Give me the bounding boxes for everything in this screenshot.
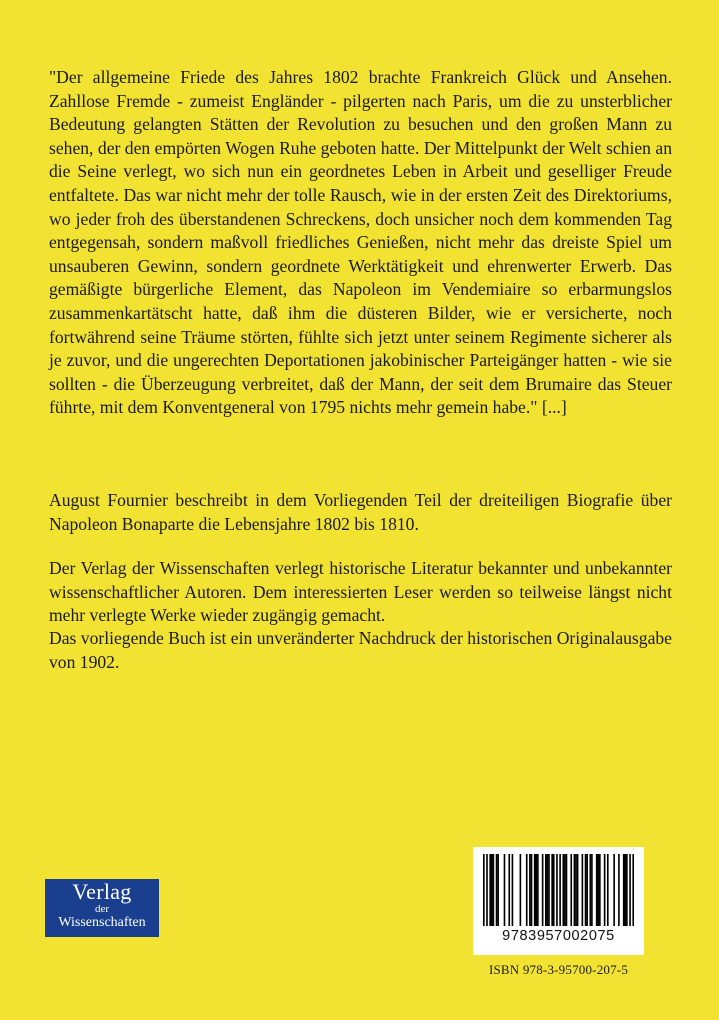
barcode-bar	[575, 854, 577, 926]
barcode	[473, 847, 644, 955]
barcode-bar	[512, 854, 514, 926]
barcode-bar	[493, 854, 495, 926]
barcode-bar	[566, 854, 568, 926]
barcode-bar	[548, 854, 550, 926]
barcode-bar	[629, 854, 631, 926]
barcode-bars	[483, 854, 634, 926]
barcode-bar	[613, 854, 615, 926]
barcode-bar	[599, 854, 601, 926]
barcode-bar	[589, 854, 591, 926]
reprint-note-paragraph: Das vorliegende Buch ist ein unveränderter Nachdruck der historischen Originalausgabe von 1902.	[49, 628, 672, 672]
barcode-bar	[497, 854, 499, 926]
reprint-note	[49, 627, 672, 674]
barcode-bar	[483, 854, 485, 926]
barcode-bar	[559, 854, 561, 926]
barcode-bar	[604, 854, 606, 926]
barcode-bar	[553, 854, 555, 926]
barcode-bar	[618, 854, 620, 926]
barcode-bar	[607, 854, 609, 926]
barcode-digits: 9783957002075	[502, 928, 615, 944]
barcode-bar	[570, 854, 572, 926]
logo-line-wissenschaften: Wissenschaften	[58, 915, 146, 930]
barcode-bar	[591, 854, 593, 926]
barcode-bar	[531, 854, 533, 926]
barcode-bar	[529, 854, 531, 926]
publisher-note	[49, 557, 672, 628]
author-note	[49, 489, 672, 536]
barcode-bar	[535, 854, 537, 926]
quote-text	[49, 66, 672, 420]
publisher-logo	[45, 879, 159, 937]
barcode-bar	[520, 854, 522, 926]
barcode-bar	[586, 854, 588, 926]
barcode-bar	[564, 854, 566, 926]
barcode-bar	[526, 854, 528, 926]
barcode-bar	[491, 854, 493, 926]
barcode-bar	[562, 854, 564, 926]
barcode-bar	[556, 854, 558, 926]
barcode-bar	[496, 854, 498, 926]
barcode-bar	[545, 854, 547, 926]
isbn-label: ISBN 978-3-95700-207-5	[488, 962, 629, 977]
barcode-bar	[551, 854, 553, 926]
barcode-bar	[626, 854, 628, 926]
logo-line-der: der	[94, 903, 110, 915]
barcode-bar	[597, 854, 599, 926]
barcode-bar	[504, 854, 506, 926]
publisher-note-paragraph: Der Verlag der Wissenschaften verlegt historische Literatur bekannter und unbekannter wissenschaftlicher Autoren. Dem interessierten Leser werden so teilweise längst nicht mehr verlegte Werke wieder zugängig gemacht.	[49, 558, 672, 626]
barcode-bar	[537, 854, 539, 926]
barcode-bar	[632, 854, 634, 926]
author-note-paragraph: August Fournier beschreibt in dem Vorliegenden Teil der dreiteiligen Biografie über Napoleon Bonaparte die Lebensjahre 1802 bis 1810.	[49, 490, 672, 534]
barcode-bar	[489, 854, 491, 926]
barcode-bar	[577, 854, 579, 926]
barcode-bar	[547, 854, 549, 926]
barcode-bar	[596, 854, 598, 926]
logo-line-verlag: Verlag	[72, 879, 132, 904]
quote-paragraph: "Der allgemeine Friede des Jahres 1802 brachte Frankreich Glück und Ansehen. Zahllose Fremde - zumeist Engländer - pilgerten nach Paris, um die zu unsterblicher Bedeutung gelangten Stätten der Revolution zu besuchen und den großen Mann zu sehen, der den empörten Wogen Ruhe geboten hatte. Der Mittelpunkt der Welt schien an die Seine verlegt, wo sich nun ein geordnetes Leben in Arbeit und geselliger Freude entfaltete. Das war nicht mehr der tolle Rausch, wie in der ersten Zeit des Direktoriums, wo jeder froh des überstandenen Schreckens, doch unsicher noch dem kommenden Tag entgegensah, sondern maßvoll friedliches Genießen, nicht mehr das dreiste Spiel um unsauberen Gewinn, sondern geordnete Werktätigkeit und ehrenwerter Erwerb. Das gemäßigte bürgerliche Element, das Napoleon im Vendemiaire so erbarmungslos zusammenkartätscht hatte, daß ihm die düsteren Bilder, wie er versicherte, noch fortwährend seine Träume störten, fühlte sich jetzt unter seinem Regimente sicherer als je zuvor, und die ungerechten Deportationen jakobinischer Parteigänger hatten - wie sie sollten - die Überzeugung verbreitet, daß der Mann, der seit dem Brumaire das Steuer führte, mit dem Konventgeneral von 1795 nichts mehr gemein habe." [...]	[49, 67, 672, 418]
barcode-bar	[508, 854, 510, 926]
barcode-bar	[574, 854, 576, 926]
barcode-bar	[623, 854, 625, 926]
barcode-bar	[534, 854, 536, 926]
barcode-bar	[486, 854, 488, 926]
barcode-bar	[585, 854, 587, 926]
barcode-bar	[624, 854, 626, 926]
barcode-bar	[542, 854, 544, 926]
barcode-bar	[582, 854, 584, 926]
